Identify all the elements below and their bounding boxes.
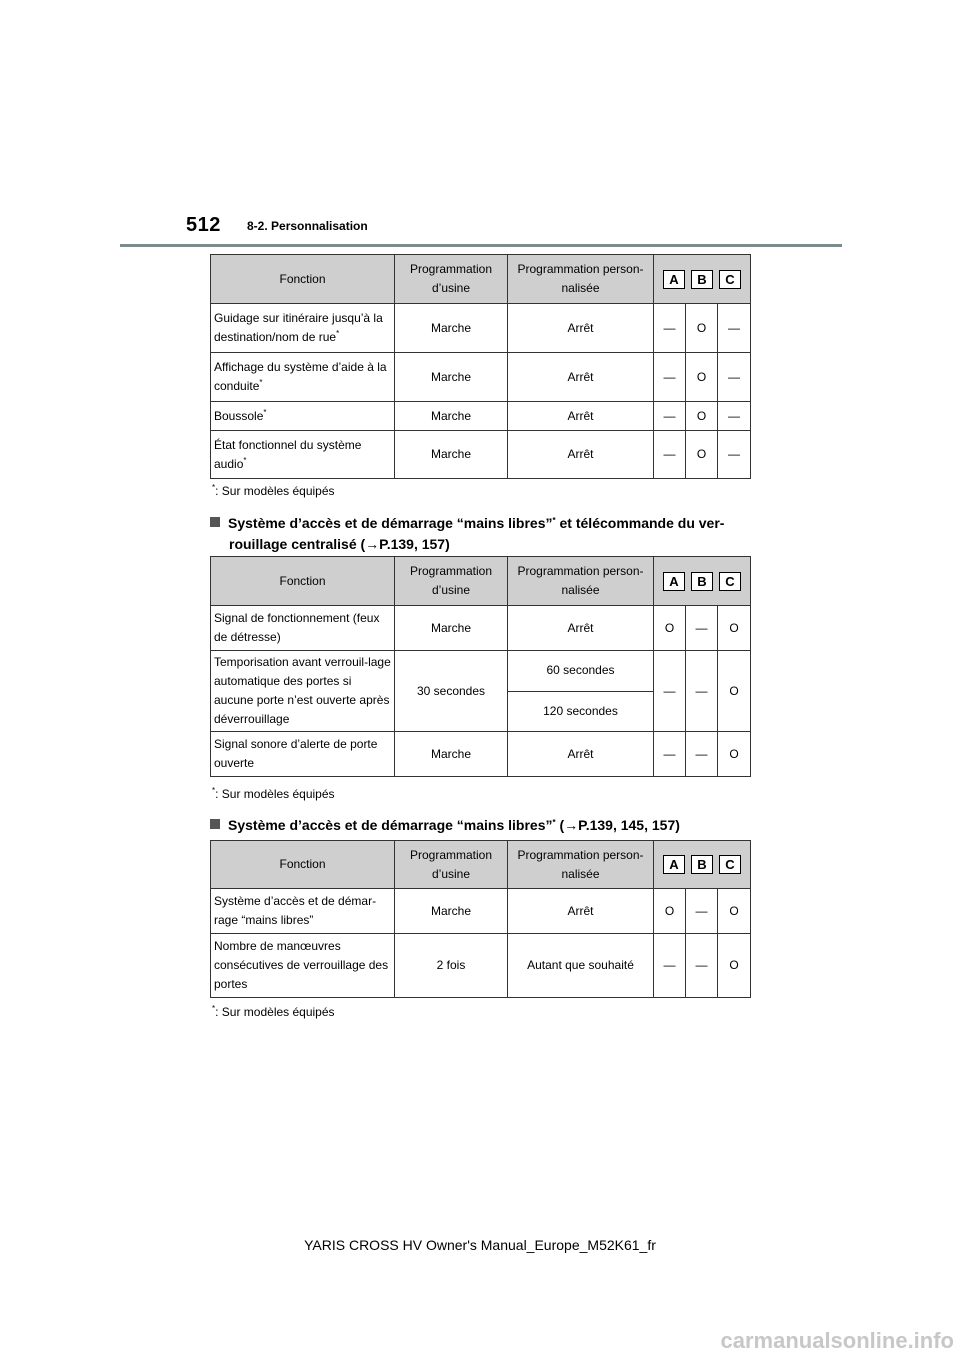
row-function: Nombre de manœuvres consécutives de verrouillage des portes: [211, 934, 395, 998]
settings-table-3: [210, 840, 751, 998]
settings-table-2: [210, 556, 751, 777]
abc-label-b: B: [691, 572, 713, 591]
row-b: O: [686, 402, 718, 431]
row-function: Boussole*: [211, 402, 395, 431]
row-b: —: [686, 732, 718, 777]
row-a: O: [654, 889, 686, 934]
footnote: *: Sur modèles équipés: [212, 1004, 335, 1019]
subheading: Système d’accès et de démarrage “mains libres”* et télécommande du ver- rouillage centralisé (→P.139, 157): [210, 513, 770, 555]
column-function: Fonction: [211, 255, 395, 304]
row-a: —: [654, 402, 686, 431]
footnote: *: Sur modèles équipés: [212, 483, 335, 498]
row-b: O: [686, 431, 718, 479]
square-bullet-icon: [210, 819, 220, 829]
row-function: Guidage sur itinéraire jusqu’à la destination/nom de rue*: [211, 304, 395, 353]
row-factory: 30 secondes: [395, 651, 508, 732]
row-function: Signal sonore d’alerte de porte ouverte: [211, 732, 395, 777]
column-function: Fonction: [211, 557, 395, 606]
column-custom: Programmation person-nalisée: [508, 841, 654, 889]
row-custom: 60 secondes: [508, 651, 654, 692]
abc-label-a: A: [663, 270, 685, 289]
row-custom: Arrêt: [508, 402, 654, 431]
row-custom: Arrêt: [508, 304, 654, 353]
row-c: —: [718, 353, 751, 402]
row-a: —: [654, 431, 686, 479]
section-title: 8-2. Personnalisation: [247, 219, 368, 233]
row-c: O: [718, 934, 751, 998]
row-custom: 120 secondes: [508, 691, 654, 732]
row-c: —: [718, 304, 751, 353]
row-a: —: [654, 353, 686, 402]
row-custom: Arrêt: [508, 606, 654, 651]
page-number: 512: [186, 214, 221, 236]
table-header: [211, 557, 751, 606]
row-b: —: [686, 889, 718, 934]
settings-table-1: [210, 254, 751, 479]
row-custom: Arrêt: [508, 732, 654, 777]
subheading: Système d’accès et de démarrage “mains libres”* (→P.139, 145, 157): [210, 815, 770, 836]
row-custom: Autant que souhaité: [508, 934, 654, 998]
column-factory: Programmation d’usine: [395, 841, 508, 889]
row-factory: Marche: [395, 353, 508, 402]
row-factory: Marche: [395, 606, 508, 651]
page-footer: YARIS CROSS HV Owner's Manual_Europe_M52K61_fr: [304, 1237, 656, 1253]
row-b: —: [686, 651, 718, 732]
column-factory: Programmation d’usine: [395, 557, 508, 606]
abc-label-a: A: [663, 572, 685, 591]
row-c: O: [718, 889, 751, 934]
row-c: O: [718, 732, 751, 777]
footnote: *: Sur modèles équipés: [212, 786, 335, 801]
row-factory: Marche: [395, 402, 508, 431]
row-c: O: [718, 651, 751, 732]
row-c: —: [718, 431, 751, 479]
row-a: O: [654, 606, 686, 651]
abc-label-b: B: [691, 270, 713, 289]
row-factory: 2 fois: [395, 934, 508, 998]
abc-label-c: C: [719, 855, 741, 874]
column-abc: [654, 841, 751, 889]
row-c: —: [718, 402, 751, 431]
column-abc: [654, 255, 751, 304]
table-row: [211, 431, 751, 479]
table-header: [211, 255, 751, 304]
row-b: O: [686, 353, 718, 402]
row-a: —: [654, 934, 686, 998]
row-factory: Marche: [395, 431, 508, 479]
table-row: [211, 304, 751, 353]
abc-label-c: C: [719, 270, 741, 289]
column-custom: Programmation person-nalisée: [508, 255, 654, 304]
row-factory: Marche: [395, 732, 508, 777]
table-header: [211, 841, 751, 889]
row-function: Système d’accès et de démar-rage “mains libres”: [211, 889, 395, 934]
abc-label-a: A: [663, 855, 685, 874]
column-custom: Programmation person-nalisée: [508, 557, 654, 606]
row-custom: Arrêt: [508, 353, 654, 402]
header-rule: [120, 244, 842, 247]
row-function: État fonctionnel du système audio*: [211, 431, 395, 479]
table-row: [211, 934, 751, 998]
row-custom: Arrêt: [508, 889, 654, 934]
row-a: —: [654, 651, 686, 732]
table-row: [211, 606, 751, 651]
column-function: Fonction: [211, 841, 395, 889]
table-row: [211, 353, 751, 402]
row-b: —: [686, 934, 718, 998]
row-c: O: [718, 606, 751, 651]
row-function: Affichage du système d’aide à la conduite*: [211, 353, 395, 402]
row-custom: Arrêt: [508, 431, 654, 479]
row-a: —: [654, 732, 686, 777]
row-function: Temporisation avant verrouil-lage automatique des portes si aucune porte n’est ouverte après déverrouillage: [211, 651, 395, 732]
abc-label-c: C: [719, 572, 741, 591]
row-function: Signal de fonctionnement (feux de détresse): [211, 606, 395, 651]
row-b: —: [686, 606, 718, 651]
table-row: [211, 402, 751, 431]
abc-label-b: B: [691, 855, 713, 874]
table-row: [211, 889, 751, 934]
row-factory: Marche: [395, 304, 508, 353]
row-b: O: [686, 304, 718, 353]
table-row: [211, 732, 751, 777]
watermark: carmanualsonline.info: [720, 1328, 954, 1353]
column-factory: Programmation d’usine: [395, 255, 508, 304]
row-a: —: [654, 304, 686, 353]
table-row: [211, 651, 751, 692]
column-abc: [654, 557, 751, 606]
row-factory: Marche: [395, 889, 508, 934]
square-bullet-icon: [210, 517, 220, 527]
